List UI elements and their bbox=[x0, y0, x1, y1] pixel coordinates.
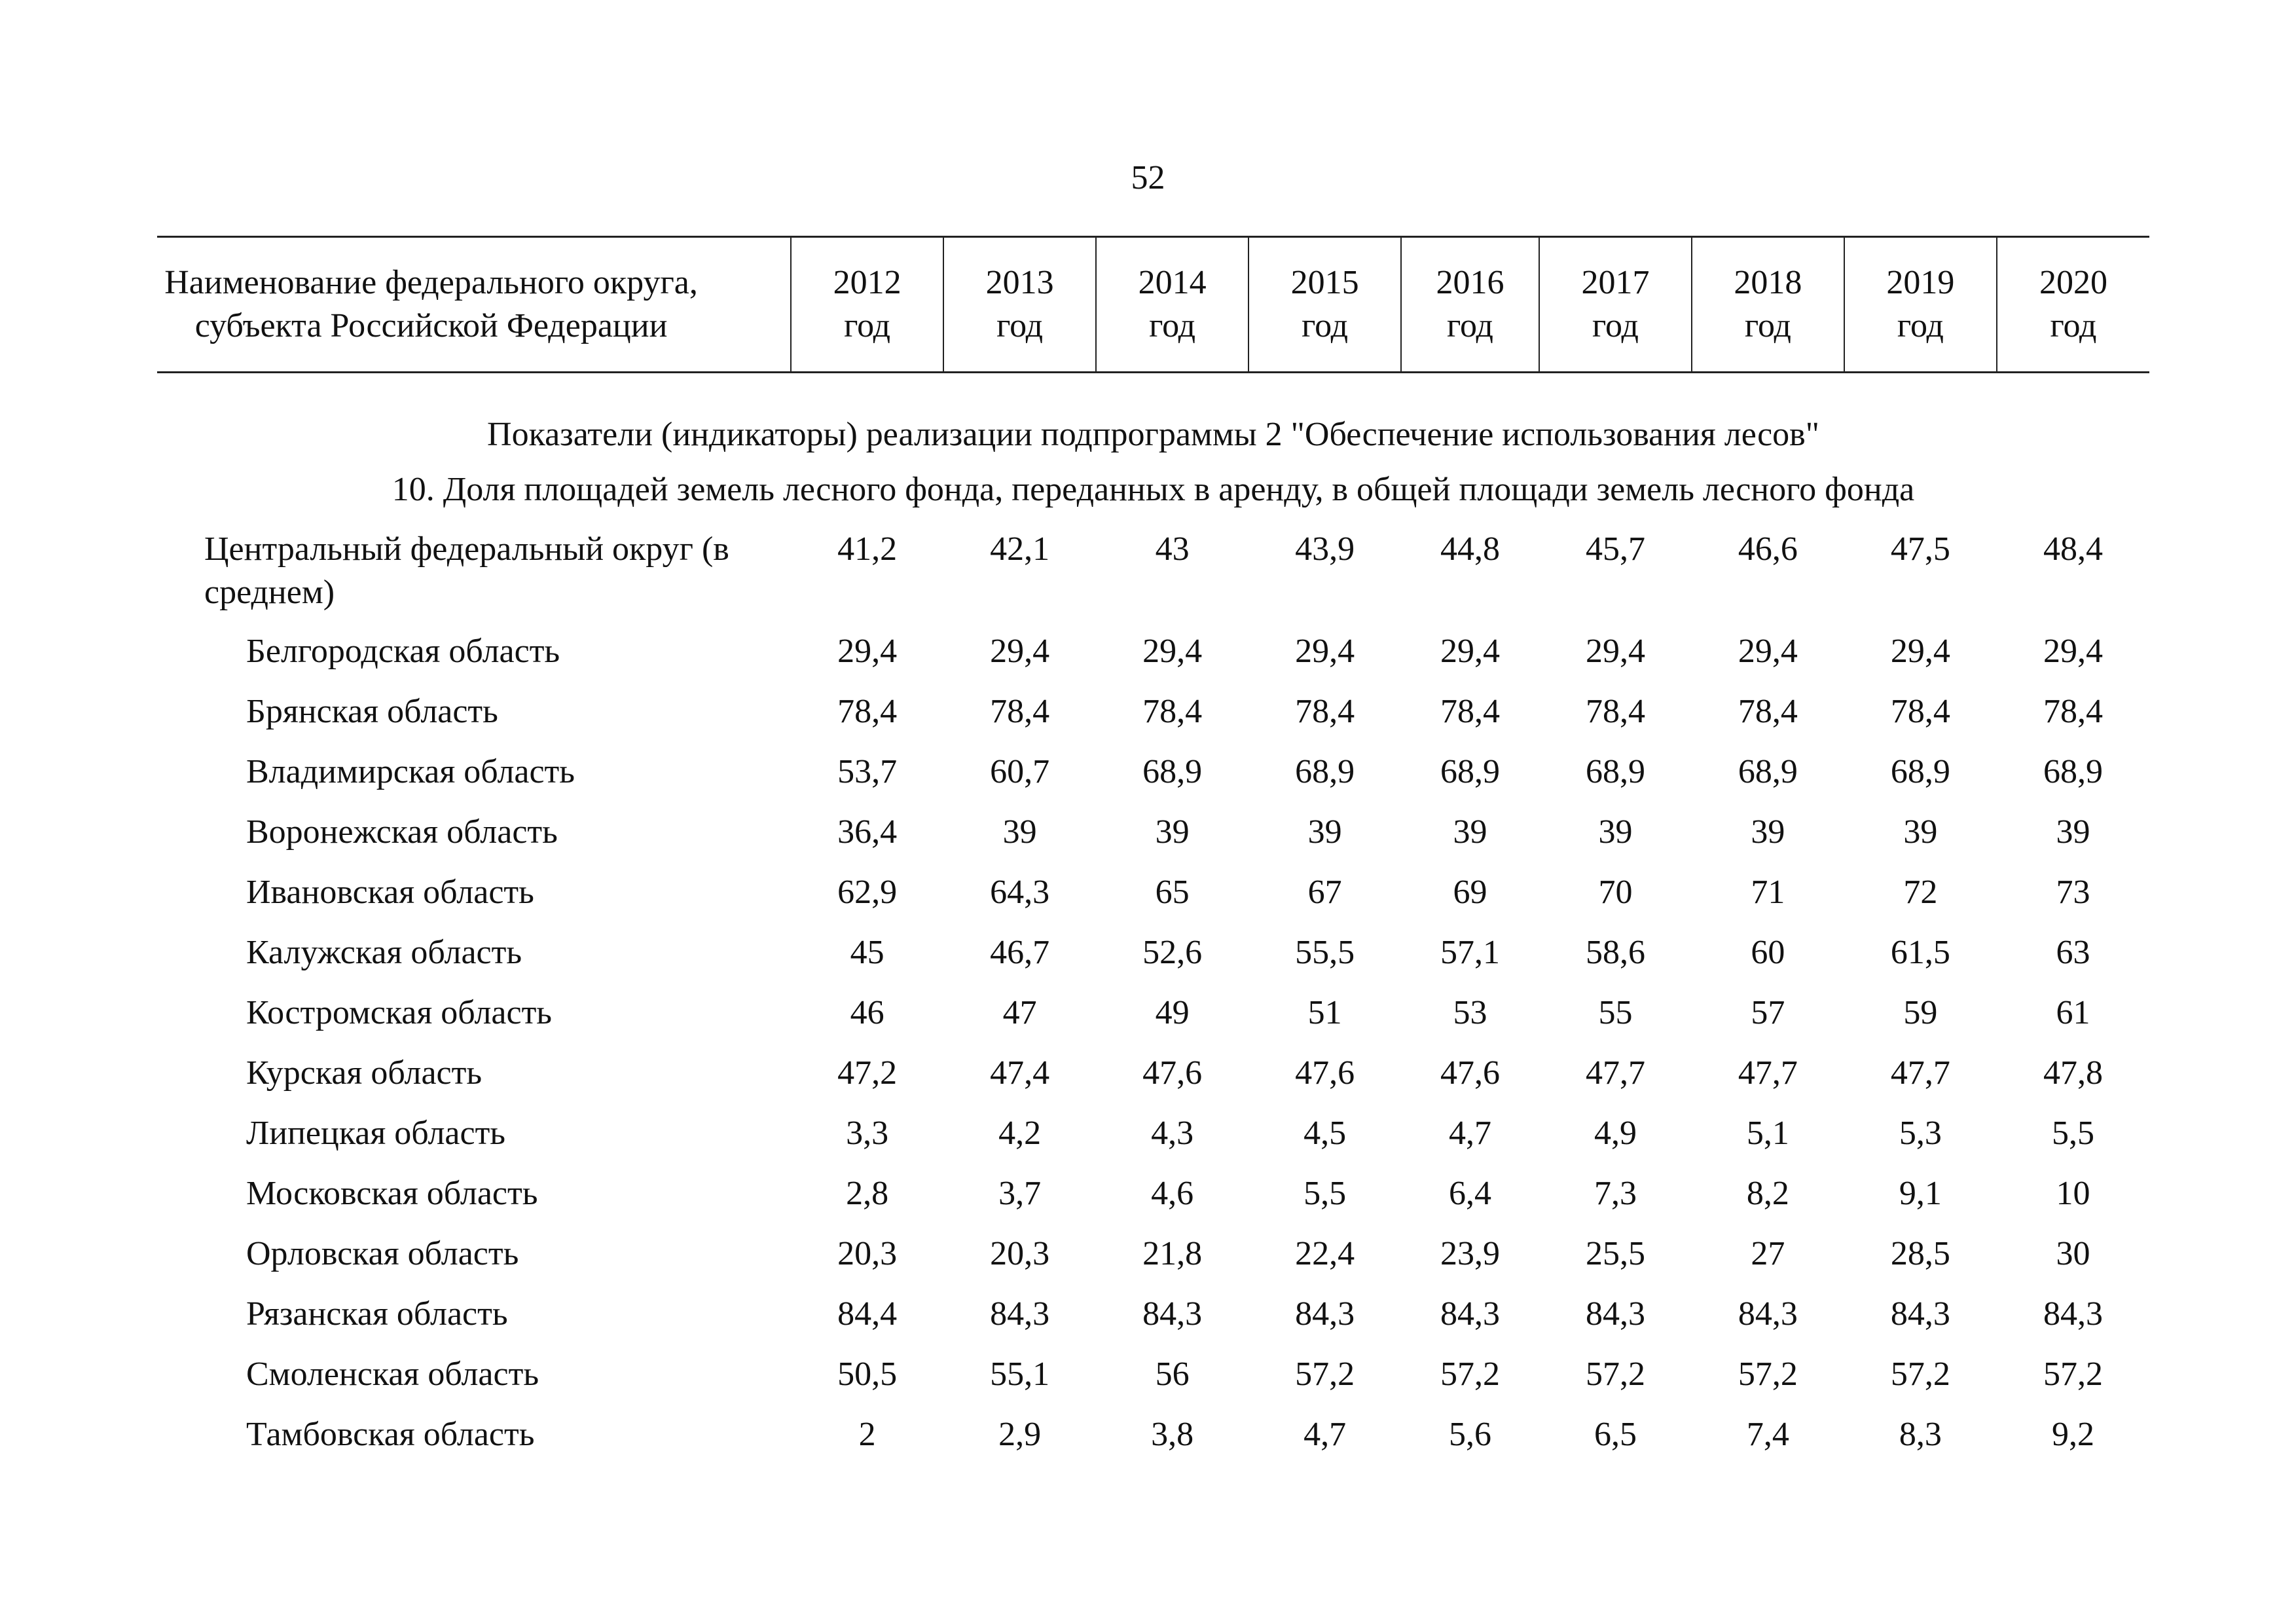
table-row bbox=[157, 1293, 2149, 1353]
value-cell: 60 bbox=[1751, 934, 1785, 971]
value-cell: 78,4 bbox=[1440, 693, 1500, 730]
region-name: Тамбовская область bbox=[246, 1416, 535, 1453]
region-name: Калужская область bbox=[246, 934, 522, 971]
value-cell: 29,4 bbox=[837, 633, 898, 670]
value-cell: 65 bbox=[1155, 874, 1190, 911]
value-cell: 57,2 bbox=[1738, 1356, 1798, 1393]
value-cell: 47,7 bbox=[1585, 1054, 1645, 1092]
table-row bbox=[157, 1052, 2149, 1112]
year-header: 2019 год bbox=[1844, 237, 1997, 373]
value-cell: 4,9 bbox=[1594, 1115, 1637, 1152]
value-cell: 46 bbox=[850, 994, 884, 1031]
value-cell: 47,6 bbox=[1295, 1054, 1355, 1092]
value-cell: 50,5 bbox=[837, 1356, 898, 1393]
value-cell: 57,2 bbox=[2043, 1356, 2103, 1393]
region-name: Московская область bbox=[246, 1175, 538, 1212]
value-cell: 4,6 bbox=[1151, 1175, 1194, 1212]
value-cell: 5,6 bbox=[1449, 1416, 1491, 1453]
region-name: Курская область bbox=[246, 1054, 483, 1092]
value-cell: 60,7 bbox=[990, 753, 1050, 790]
region-name: Орловская область bbox=[246, 1235, 519, 1272]
value-cell: 3,7 bbox=[998, 1175, 1042, 1212]
name-column-header: Наименование федерального округа, субъекта Российской Федерации bbox=[157, 237, 791, 373]
value-cell: 68,9 bbox=[1738, 753, 1798, 790]
value-cell: 78,4 bbox=[1890, 693, 1950, 730]
value-cell: 4,7 bbox=[1303, 1416, 1347, 1453]
district-name: Центральный федеральный округ (в среднем) bbox=[204, 530, 729, 611]
value-cell: 6,4 bbox=[1449, 1175, 1491, 1212]
value-cell: 47,6 bbox=[1440, 1054, 1500, 1092]
value-cell: 57,2 bbox=[1585, 1356, 1645, 1393]
table-row bbox=[157, 1232, 2149, 1293]
value-cell: 20,3 bbox=[837, 1235, 898, 1272]
value-cell: 29,4 bbox=[1738, 633, 1798, 670]
region-name: Костромская область bbox=[246, 994, 553, 1031]
value-cell: 39 bbox=[1598, 813, 1633, 851]
table-row bbox=[157, 690, 2149, 750]
value-cell: 47,7 bbox=[1890, 1054, 1950, 1092]
value-cell: 29,4 bbox=[1440, 633, 1500, 670]
value-cell: 42,1 bbox=[990, 530, 1050, 568]
value-cell: 21,8 bbox=[1142, 1235, 1203, 1272]
value-cell: 8,3 bbox=[1899, 1416, 1942, 1453]
table-row bbox=[157, 1413, 2149, 1473]
value-cell: 47,6 bbox=[1142, 1054, 1203, 1092]
value-cell: 55,1 bbox=[990, 1356, 1050, 1393]
value-cell: 78,4 bbox=[990, 693, 1050, 730]
year-header: 2012 год bbox=[791, 237, 943, 373]
value-cell: 62,9 bbox=[837, 874, 898, 911]
value-cell: 5,1 bbox=[1746, 1115, 1789, 1152]
value-cell: 10 bbox=[2056, 1175, 2090, 1212]
table-row bbox=[157, 871, 2149, 931]
value-cell: 78,4 bbox=[1738, 693, 1798, 730]
table-row bbox=[157, 750, 2149, 811]
value-cell: 5,3 bbox=[1899, 1115, 1942, 1152]
value-cell: 3,3 bbox=[846, 1115, 889, 1152]
value-cell: 57,2 bbox=[1295, 1356, 1355, 1393]
value-cell: 69 bbox=[1453, 874, 1487, 911]
value-cell: 29,4 bbox=[990, 633, 1050, 670]
region-name: Владимирская область bbox=[246, 753, 575, 790]
value-cell: 63 bbox=[2056, 934, 2090, 971]
value-cell: 2,9 bbox=[998, 1416, 1042, 1453]
value-cell: 59 bbox=[1903, 994, 1938, 1031]
value-cell: 4,3 bbox=[1151, 1115, 1194, 1152]
year-header: 2020 год bbox=[1997, 237, 2149, 373]
value-cell: 53,7 bbox=[837, 753, 898, 790]
value-cell: 22,4 bbox=[1295, 1235, 1355, 1272]
value-cell: 47,2 bbox=[837, 1054, 898, 1092]
value-cell: 39 bbox=[1307, 813, 1342, 851]
page-number: 52 bbox=[1131, 159, 1165, 196]
value-cell: 29,4 bbox=[1142, 633, 1203, 670]
value-cell: 45,7 bbox=[1585, 530, 1645, 568]
value-cell: 39 bbox=[1002, 813, 1037, 851]
table-row bbox=[157, 1353, 2149, 1413]
region-name: Ивановская область bbox=[246, 874, 534, 911]
table-row bbox=[157, 931, 2149, 991]
value-cell: 68,9 bbox=[1295, 753, 1355, 790]
value-cell: 68,9 bbox=[1440, 753, 1500, 790]
value-cell: 5,5 bbox=[2051, 1115, 2094, 1152]
value-cell: 84,3 bbox=[1440, 1295, 1500, 1333]
value-cell: 51 bbox=[1307, 994, 1342, 1031]
value-cell: 55 bbox=[1598, 994, 1633, 1031]
value-cell: 4,5 bbox=[1303, 1115, 1347, 1152]
value-cell: 78,4 bbox=[1142, 693, 1203, 730]
value-cell: 49 bbox=[1155, 994, 1190, 1031]
region-name: Брянская область bbox=[246, 693, 498, 730]
year-header: 2017 год bbox=[1539, 237, 1692, 373]
value-cell: 68,9 bbox=[1142, 753, 1203, 790]
value-cell: 23,9 bbox=[1440, 1235, 1500, 1272]
value-cell: 72 bbox=[1903, 874, 1938, 911]
spacer-row bbox=[157, 373, 2149, 409]
value-cell: 68,9 bbox=[1890, 753, 1950, 790]
value-cell: 2,8 bbox=[846, 1175, 889, 1212]
value-cell: 52,6 bbox=[1142, 934, 1203, 971]
value-cell: 78,4 bbox=[1585, 693, 1645, 730]
value-cell: 20,3 bbox=[990, 1235, 1050, 1272]
region-name: Воронежская область bbox=[246, 813, 558, 851]
value-cell: 84,3 bbox=[1890, 1295, 1950, 1333]
value-cell: 68,9 bbox=[1585, 753, 1645, 790]
region-name: Рязанская область bbox=[246, 1295, 508, 1333]
value-cell: 78,4 bbox=[837, 693, 898, 730]
value-cell: 44,8 bbox=[1440, 530, 1500, 568]
indicator-title-row bbox=[157, 464, 2149, 519]
value-cell: 9,1 bbox=[1899, 1175, 1942, 1212]
value-cell: 53 bbox=[1453, 994, 1487, 1031]
value-cell: 48,4 bbox=[2043, 530, 2103, 568]
value-cell: 47,4 bbox=[990, 1054, 1050, 1092]
value-cell: 56 bbox=[1155, 1356, 1190, 1393]
value-cell: 57 bbox=[1751, 994, 1785, 1031]
region-name: Смоленская область bbox=[246, 1356, 539, 1393]
value-cell: 27 bbox=[1751, 1235, 1785, 1272]
value-cell: 84,3 bbox=[1585, 1295, 1645, 1333]
year-header: 2016 год bbox=[1401, 237, 1539, 373]
value-cell: 47,7 bbox=[1738, 1054, 1798, 1092]
value-cell: 84,3 bbox=[1142, 1295, 1203, 1333]
value-cell: 55,5 bbox=[1295, 934, 1355, 971]
table-row bbox=[157, 1172, 2149, 1232]
table-row bbox=[157, 630, 2149, 690]
value-cell: 2 bbox=[858, 1416, 876, 1453]
value-cell: 8,2 bbox=[1746, 1175, 1789, 1212]
value-cell: 57,1 bbox=[1440, 934, 1500, 971]
table-row bbox=[157, 1112, 2149, 1172]
table-row bbox=[157, 991, 2149, 1052]
value-cell: 78,4 bbox=[1295, 693, 1355, 730]
value-cell: 29,4 bbox=[1295, 633, 1355, 670]
value-cell: 43 bbox=[1155, 530, 1190, 568]
region-name: Белгородская область bbox=[246, 633, 560, 670]
table-header-row bbox=[157, 237, 2149, 373]
value-cell: 39 bbox=[2056, 813, 2090, 851]
year-header: 2018 год bbox=[1692, 237, 1844, 373]
value-cell: 25,5 bbox=[1585, 1235, 1645, 1272]
value-cell: 84,3 bbox=[1738, 1295, 1798, 1333]
value-cell: 61 bbox=[2056, 994, 2090, 1031]
value-cell: 39 bbox=[1903, 813, 1938, 851]
value-cell: 57,2 bbox=[1890, 1356, 1950, 1393]
value-cell: 46,6 bbox=[1738, 530, 1798, 568]
value-cell: 5,5 bbox=[1303, 1175, 1347, 1212]
value-cell: 4,7 bbox=[1449, 1115, 1491, 1152]
year-header: 2014 год bbox=[1096, 237, 1248, 373]
value-cell: 57,2 bbox=[1440, 1356, 1500, 1393]
year-header: 2013 год bbox=[943, 237, 1096, 373]
value-cell: 39 bbox=[1751, 813, 1785, 851]
value-cell: 84,4 bbox=[837, 1295, 898, 1333]
value-cell: 30 bbox=[2056, 1235, 2090, 1272]
value-cell: 29,4 bbox=[2043, 633, 2103, 670]
value-cell: 47 bbox=[1002, 994, 1037, 1031]
district-row bbox=[157, 519, 2149, 630]
value-cell: 78,4 bbox=[2043, 693, 2103, 730]
section-title: Показатели (индикаторы) реализации подпрограммы 2 "Обеспечение использования лесов" bbox=[487, 416, 1819, 453]
year-header: 2015 год bbox=[1248, 237, 1401, 373]
value-cell: 84,3 bbox=[2043, 1295, 2103, 1333]
region-name: Липецкая область bbox=[246, 1115, 506, 1152]
value-cell: 46,7 bbox=[990, 934, 1050, 971]
value-cell: 41,2 bbox=[837, 530, 898, 568]
value-cell: 4,2 bbox=[998, 1115, 1042, 1152]
value-cell: 68,9 bbox=[2043, 753, 2103, 790]
value-cell: 47,8 bbox=[2043, 1054, 2103, 1092]
section-title-row bbox=[157, 409, 2149, 464]
indicator-title: 10. Доля площадей земель лесного фонда, переданных в аренду, в общей площади земель лесного фонда bbox=[392, 471, 1915, 508]
value-cell: 70 bbox=[1598, 874, 1633, 911]
value-cell: 58,6 bbox=[1585, 934, 1645, 971]
value-cell: 45 bbox=[850, 934, 884, 971]
value-cell: 29,4 bbox=[1890, 633, 1950, 670]
value-cell: 61,5 bbox=[1890, 934, 1950, 971]
value-cell: 9,2 bbox=[2051, 1416, 2094, 1453]
value-cell: 84,3 bbox=[990, 1295, 1050, 1333]
value-cell: 6,5 bbox=[1594, 1416, 1637, 1453]
value-cell: 7,4 bbox=[1746, 1416, 1789, 1453]
table-row bbox=[157, 811, 2149, 871]
value-cell: 84,3 bbox=[1295, 1295, 1355, 1333]
value-cell: 67 bbox=[1307, 874, 1342, 911]
indicators-table bbox=[157, 236, 2149, 1473]
value-cell: 73 bbox=[2056, 874, 2090, 911]
value-cell: 28,5 bbox=[1890, 1235, 1950, 1272]
value-cell: 36,4 bbox=[837, 813, 898, 851]
value-cell: 43,9 bbox=[1295, 530, 1355, 568]
value-cell: 71 bbox=[1751, 874, 1785, 911]
value-cell: 29,4 bbox=[1585, 633, 1645, 670]
value-cell: 47,5 bbox=[1890, 530, 1950, 568]
value-cell: 64,3 bbox=[990, 874, 1050, 911]
value-cell: 7,3 bbox=[1594, 1175, 1637, 1212]
value-cell: 39 bbox=[1453, 813, 1487, 851]
value-cell: 39 bbox=[1155, 813, 1190, 851]
value-cell: 3,8 bbox=[1151, 1416, 1194, 1453]
